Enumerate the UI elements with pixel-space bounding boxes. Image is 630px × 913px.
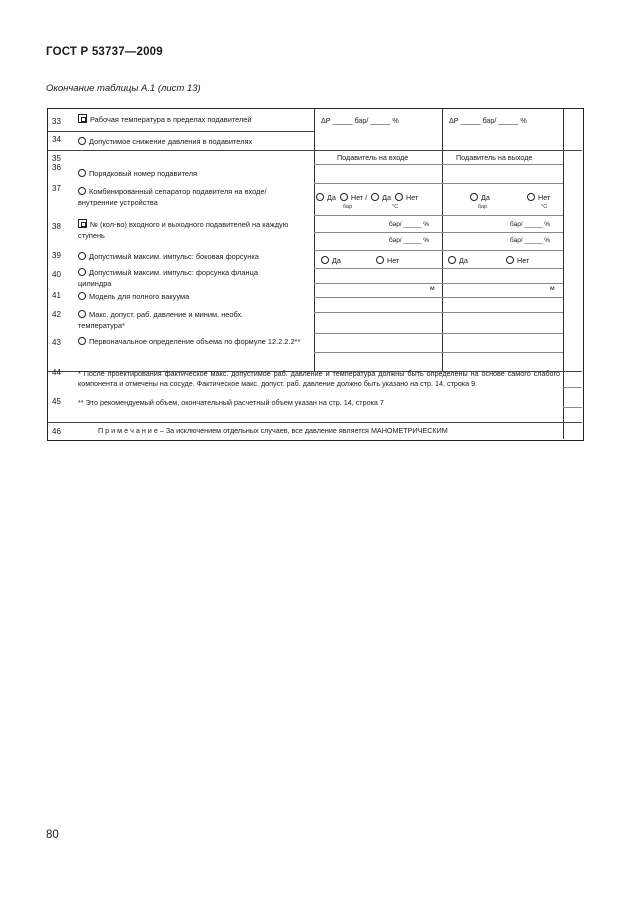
radio-button-icon[interactable]: [470, 193, 478, 201]
row-divider: [314, 333, 563, 334]
row-number-41: 41: [52, 291, 61, 300]
row-42-label: [78, 309, 278, 331]
radio-button-icon[interactable]: [340, 193, 348, 201]
row-40-text: Допустимый максим. импульс: форсунка фланца цилиндра: [78, 268, 258, 288]
table-caption: Окончание таблицы А.1 (лист 13): [46, 83, 201, 94]
row-divider: [314, 268, 563, 269]
row-42-text: Макс. допуст. раб. давление и миним. необх. температура*: [78, 310, 244, 330]
page-number: 80: [46, 829, 59, 841]
row-39-inlet-no: [376, 256, 399, 265]
row-38-label: [78, 219, 300, 241]
radio-button-icon[interactable]: [506, 256, 514, 264]
row-39-inlet-yes: [321, 256, 341, 265]
pressure-drop-inlet: ΔP _____ бар/ _____ %: [321, 116, 399, 125]
row-number-46: 46: [52, 427, 61, 436]
row-41-label: [78, 291, 310, 302]
row-divider: [48, 422, 582, 423]
row-41-text: Модель для полного вакуума: [89, 292, 190, 301]
row-33-label: [78, 114, 310, 125]
option-no: Нет: [517, 256, 530, 265]
row-43-label: [78, 336, 303, 347]
row-36-label: [78, 168, 310, 179]
row-37-label: [78, 186, 278, 208]
outlet-bar-pct-2: бар/ _____ %: [510, 237, 551, 244]
footnote-45: ** Это рекомендуемый объем, окончательный расчетный объем указан на стр. 14, строка 7: [78, 398, 384, 407]
row-39-outlet-no: [506, 256, 529, 265]
row-34-text: Допустимое снижение давления в подавителях: [89, 137, 253, 146]
unit-celsius-label: °C: [541, 204, 548, 210]
inlet-bar-pct-1: бар/ _____ %: [389, 221, 430, 228]
radio-button-icon[interactable]: [376, 256, 384, 264]
row-divider: [314, 297, 563, 298]
row-number-45: 45: [52, 397, 61, 406]
row-37-outlet-no: [527, 193, 550, 202]
radio-button-icon[interactable]: [78, 137, 86, 145]
radio-button-icon[interactable]: [78, 292, 86, 300]
row-divider: [314, 183, 563, 184]
row-divider: [314, 250, 563, 251]
row-37-text: Комбинированный сепаратор подавителя на входе/внутренние устройства: [78, 187, 267, 207]
row-number-38: 38: [52, 222, 61, 231]
option-no: Нет: [350, 193, 364, 202]
separator-slash: /: [365, 193, 368, 202]
row-number-34: 34: [52, 135, 61, 144]
inlet-suppressor-header: Подавитель на входе: [337, 153, 409, 162]
row-39-text: Допустимый максим. импульс: боковая форсунка: [89, 252, 259, 261]
column-divider-right: [563, 109, 564, 439]
row-33-text: Рабочая температура в пределах подавителей: [90, 115, 252, 124]
radio-button-icon[interactable]: [448, 256, 456, 264]
row-number-43: 43: [52, 338, 61, 347]
option-no: Нет: [538, 193, 551, 202]
outlet-unit-m: м: [550, 285, 555, 292]
inlet-bar-pct-2: бар/ _____ %: [389, 237, 430, 244]
checkbox-checked-icon[interactable]: [78, 219, 87, 228]
option-yes: Да: [332, 256, 341, 265]
note-prefix: П р и м е ч а н и е: [98, 426, 158, 435]
outlet-suppressor-header: Подавитель на выходе: [456, 153, 533, 162]
radio-button-icon[interactable]: [78, 187, 86, 195]
option-no: Нет: [406, 193, 419, 202]
unit-celsius-label: °C: [392, 204, 399, 210]
radio-button-icon[interactable]: [316, 193, 324, 201]
row-divider: [314, 215, 563, 216]
row-divider: [48, 150, 582, 151]
row-divider: [48, 131, 314, 132]
row-39-label: [78, 251, 310, 262]
radio-button-icon[interactable]: [78, 337, 86, 345]
column-divider-left: [314, 109, 315, 371]
option-no: Нет: [387, 256, 400, 265]
row-divider: [314, 164, 563, 165]
radio-button-icon[interactable]: [78, 268, 86, 276]
row-divider: [314, 312, 563, 313]
row-38-text: № (кол-во) входного и выходного подавителей на каждую ступень: [78, 220, 289, 240]
radio-button-icon[interactable]: [78, 252, 86, 260]
note-text: – За исключением отдельных случаев, все давление является МАНОМЕТРИЧЕСКИМ: [157, 426, 448, 435]
radio-button-icon[interactable]: [395, 193, 403, 201]
row-divider: [314, 352, 563, 353]
row-43-text: Первоначальное определение объема по формуле 12.2.2.2**: [89, 337, 301, 346]
unit-bar-label: бар: [478, 204, 488, 210]
pressure-drop-outlet: ΔP _____ бар/ _____ %: [449, 116, 527, 125]
row-34-label: [78, 136, 310, 147]
row-37-inlet-options: [316, 193, 418, 202]
radio-button-icon[interactable]: [78, 310, 86, 318]
checkbox-checked-icon[interactable]: [78, 114, 87, 123]
radio-button-icon[interactable]: [527, 193, 535, 201]
row-number-39: 39: [52, 251, 61, 260]
row-divider: [563, 387, 582, 388]
row-number-40: 40: [52, 270, 61, 279]
radio-button-icon[interactable]: [321, 256, 329, 264]
row-number-33: 33: [52, 117, 61, 126]
row-number-36: 36: [52, 163, 61, 172]
row-number-35: 35: [52, 154, 61, 163]
row-divider: [563, 407, 582, 408]
radio-button-icon[interactable]: [371, 193, 379, 201]
option-yes: Да: [481, 193, 490, 202]
unit-bar-label: бар: [343, 204, 353, 210]
option-yes: Да: [382, 193, 391, 202]
option-yes: Да: [459, 256, 468, 265]
outlet-bar-pct-1: бар/ _____ %: [510, 221, 551, 228]
radio-button-icon[interactable]: [78, 169, 86, 177]
footnote-44: * После проектирования фактическое макс. допустимое раб. давление и температура должны быть определены на основе самого слабого компонента и отмечены на сосуде. Фактическое макс. допуст. раб. давление должно быть указано на стр. 14, строка 9.: [78, 369, 560, 388]
row-40-label: [78, 267, 278, 289]
document-header: ГОСТ Р 53737—2009: [46, 46, 163, 58]
row-number-37: 37: [52, 184, 61, 193]
inlet-unit-m: м: [430, 285, 435, 292]
column-divider-middle: [442, 109, 443, 371]
row-number-42: 42: [52, 310, 61, 319]
table-note: [98, 426, 558, 436]
row-39-outlet-yes: [448, 256, 468, 265]
row-37-outlet-yes: [470, 193, 490, 202]
option-yes: Да: [327, 193, 336, 202]
row-divider: [314, 232, 563, 233]
row-divider: [314, 283, 563, 284]
row-36-text: Порядковый номер подавителя: [89, 169, 198, 178]
row-number-44: 44: [52, 368, 61, 377]
